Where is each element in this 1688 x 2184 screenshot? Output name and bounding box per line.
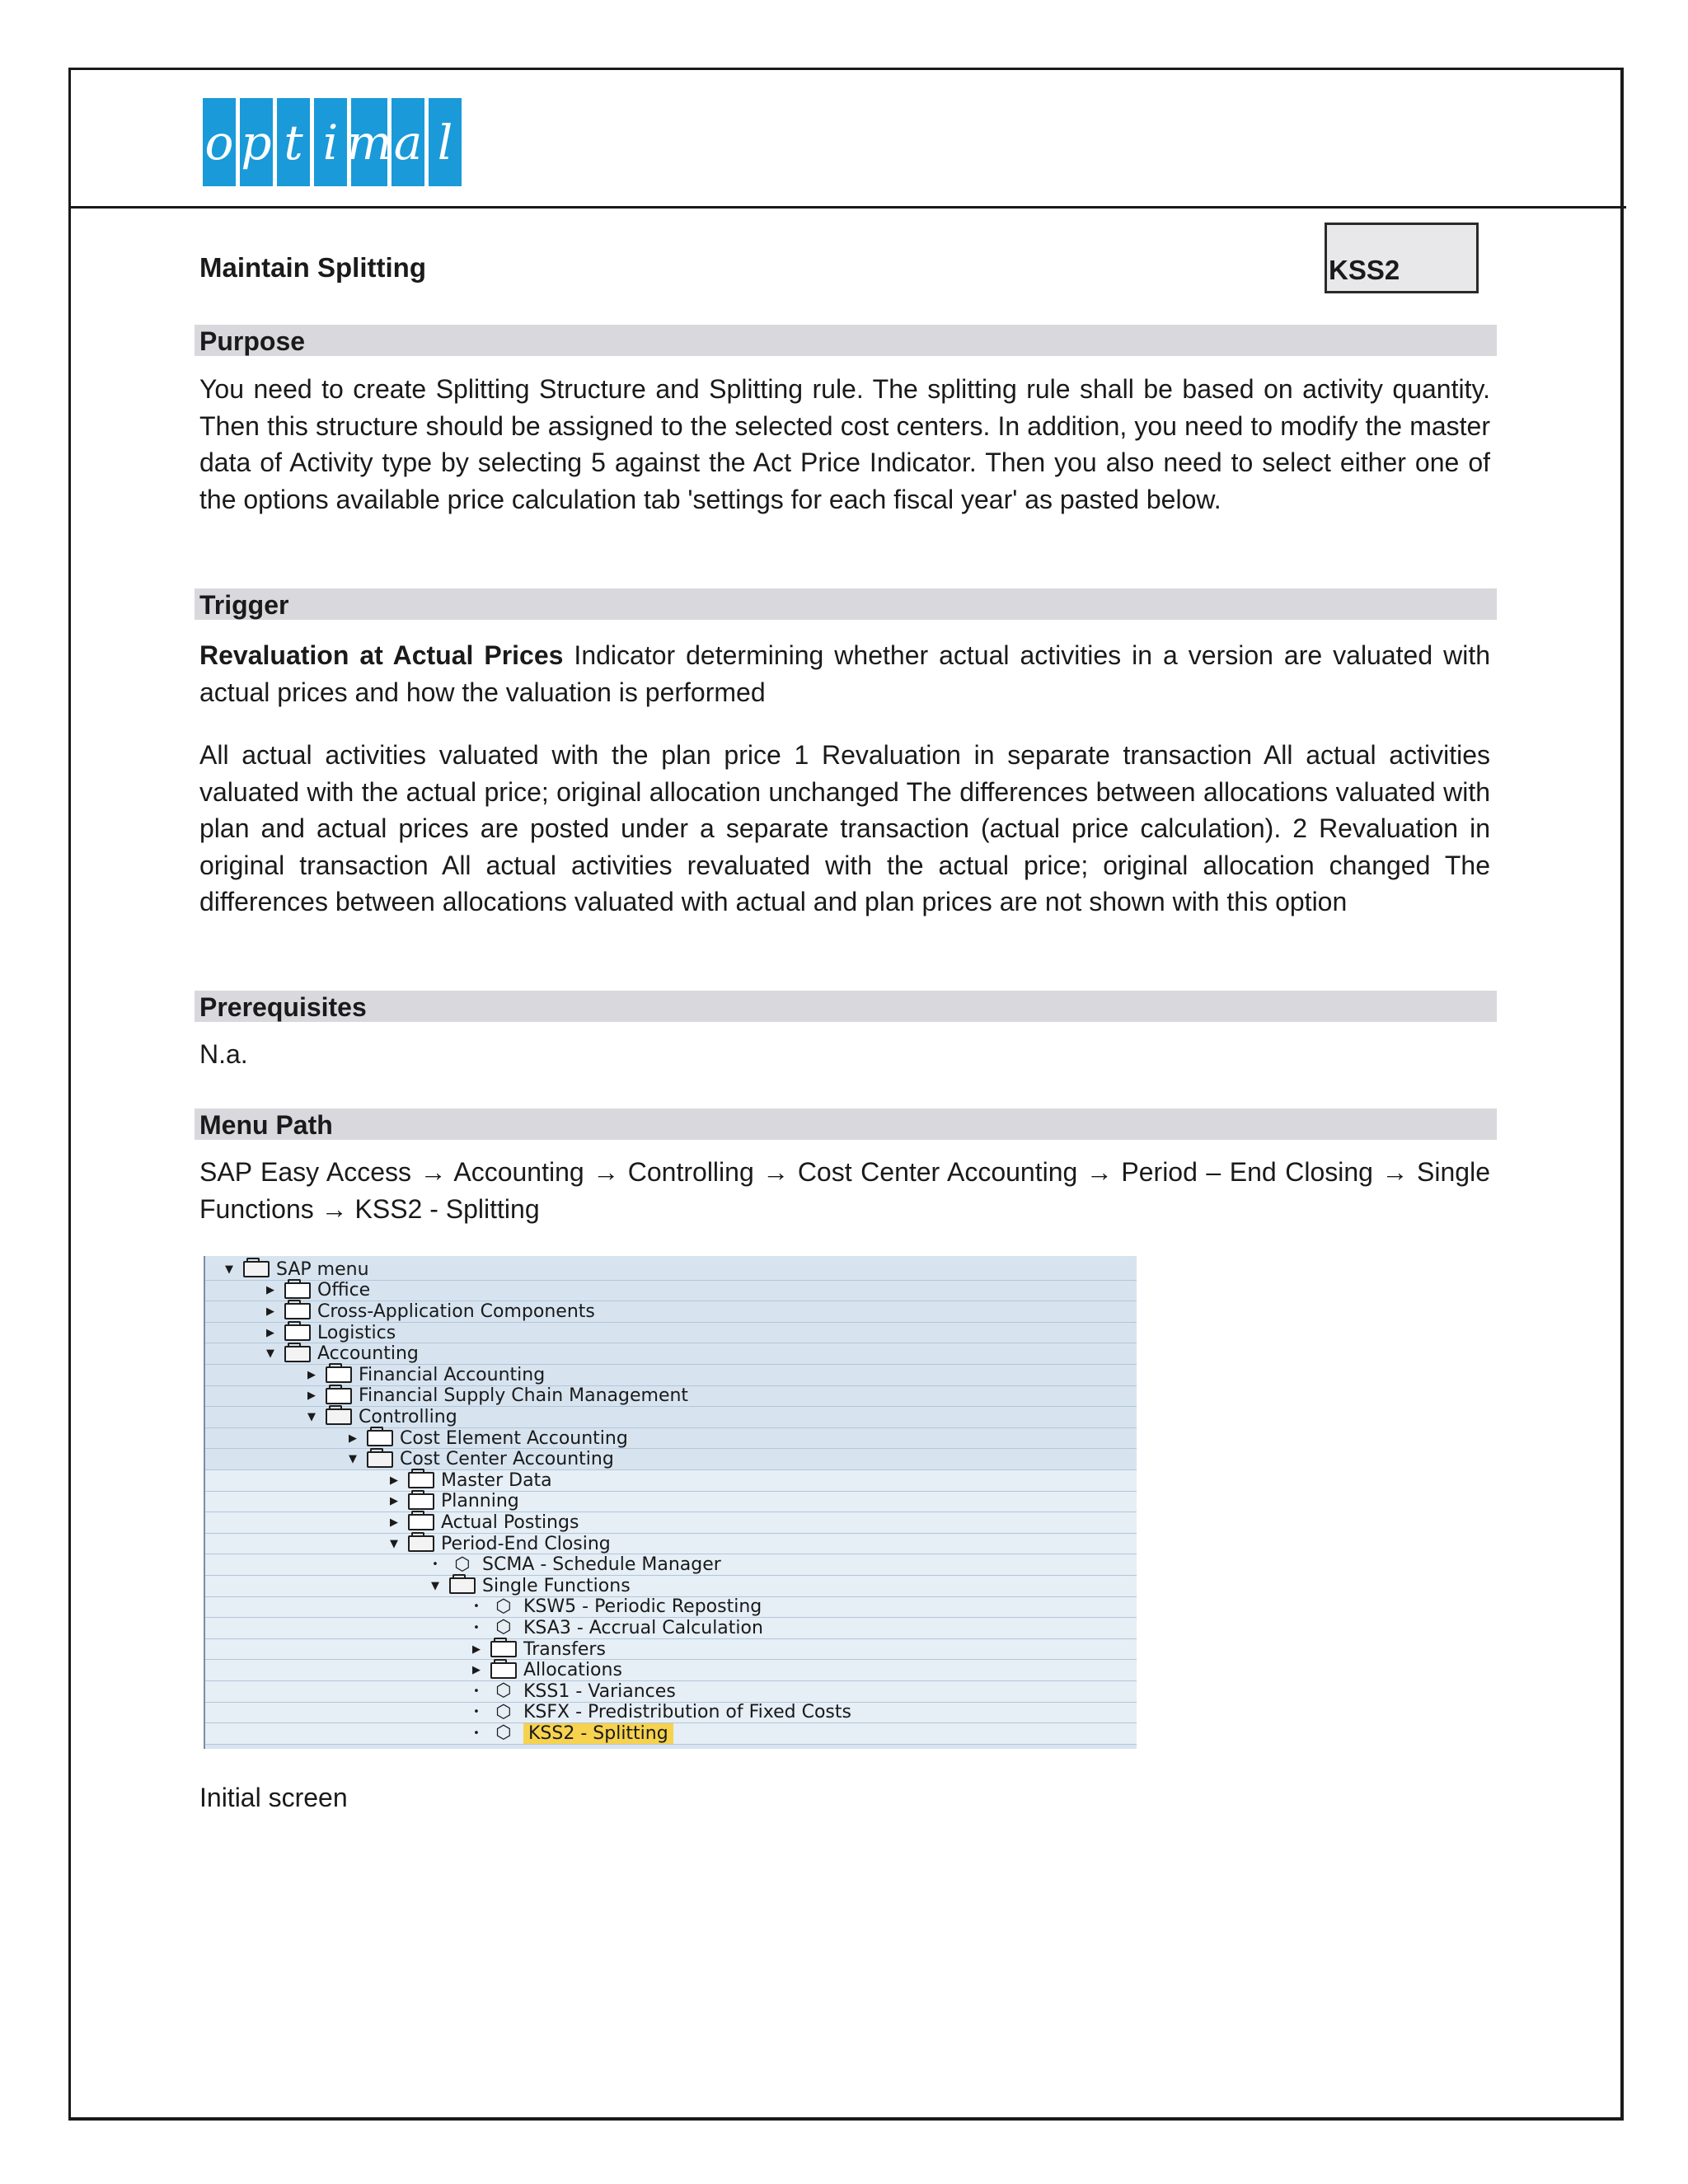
- folder-icon: [284, 1303, 311, 1319]
- transaction-cube-icon: ⬡: [495, 1596, 512, 1617]
- tree-node-label: SCMA - Schedule Manager: [482, 1554, 721, 1576]
- tree-node[interactable]: [205, 1512, 1137, 1534]
- folder-icon: [367, 1430, 393, 1446]
- tree-node-label: Cost Element Accounting: [400, 1427, 628, 1449]
- trigger-bold-lead: Revaluation at Actual Prices: [199, 640, 564, 670]
- collapsed-arrow-icon[interactable]: ▶: [390, 1516, 398, 1529]
- tree-node[interactable]: [205, 1343, 1137, 1365]
- transaction-cube-icon: ⬡: [495, 1701, 512, 1722]
- tree-node-label: Office: [317, 1280, 371, 1301]
- transaction-cube-icon: ⬡: [495, 1722, 512, 1744]
- bullet-icon: •: [473, 1601, 480, 1614]
- header-divider: [68, 206, 1626, 209]
- logo-letter: m: [351, 98, 387, 186]
- tree-node[interactable]: [205, 1281, 1137, 1302]
- open-folder-icon: [449, 1577, 476, 1594]
- section-heading: Prerequisites: [199, 992, 367, 1022]
- tree-node-label: Financial Supply Chain Management: [359, 1385, 689, 1407]
- folder-icon: [408, 1514, 434, 1530]
- tree-node-label: KSW5 - Periodic Reposting: [523, 1596, 762, 1618]
- expanded-arrow-icon[interactable]: ▼: [431, 1579, 439, 1592]
- tree-node[interactable]: [205, 1534, 1137, 1555]
- tree-node-label: KSA3 - Accrual Calculation: [523, 1617, 763, 1638]
- tree-node-label: Controlling: [359, 1406, 457, 1427]
- open-folder-icon: [367, 1451, 393, 1468]
- logo-letter: l: [429, 98, 462, 186]
- folder-icon: [490, 1641, 517, 1657]
- bullet-icon: •: [473, 1685, 480, 1698]
- expanded-arrow-icon[interactable]: ▼: [390, 1537, 398, 1550]
- folder-icon: [490, 1662, 517, 1679]
- tree-node[interactable]: [205, 1660, 1137, 1681]
- tree-node-label: Master Data: [441, 1469, 552, 1491]
- tree-node-label: Actual Postings: [441, 1511, 579, 1533]
- tree-node[interactable]: [205, 1301, 1137, 1323]
- open-folder-icon: [326, 1408, 352, 1425]
- collapsed-arrow-icon[interactable]: ▶: [390, 1495, 398, 1508]
- folder-icon: [284, 1282, 311, 1299]
- collapsed-arrow-icon[interactable]: ▶: [390, 1474, 398, 1487]
- tree-node-label: Accounting: [317, 1343, 419, 1365]
- tree-node[interactable]: [205, 1681, 1137, 1703]
- purpose-text: You need to create Splitting Structure and Splitting rule. The splitting rule shall be based on activity quantity. Then this structure should be assigned to the selected cost centers. In addition, you need to modify the master data of Activity type by selecting 5 against the Act Price Indicator. Then you also need to select either one of the options available price calculation tab 'settings for each fiscal year' as pasted below.: [199, 374, 1490, 514]
- section-heading: Trigger: [199, 590, 289, 620]
- collapsed-arrow-icon[interactable]: ▶: [472, 1664, 481, 1677]
- tree-node-label: Planning: [441, 1491, 519, 1512]
- company-logo: [203, 98, 462, 186]
- open-folder-icon: [243, 1261, 270, 1277]
- tree-node[interactable]: [205, 1639, 1137, 1661]
- tree-node[interactable]: [205, 1386, 1137, 1408]
- section-header-trigger: [195, 588, 1497, 620]
- tree-node[interactable]: [205, 1723, 1137, 1745]
- trigger-description: Indicator determining whether actual activities in a version are valuated with actual prices and how the valuation is performed: [199, 640, 1491, 707]
- tree-node[interactable]: [205, 1618, 1137, 1639]
- tree-node-label: Transfers: [523, 1638, 606, 1660]
- tree-node-label: Cost Center Accounting: [400, 1449, 614, 1470]
- expanded-arrow-icon[interactable]: ▼: [225, 1263, 233, 1276]
- section-header-prerequisites: [195, 991, 1497, 1022]
- open-folder-icon: [408, 1535, 434, 1552]
- bullet-icon: •: [473, 1621, 480, 1634]
- trigger-options-text: All actual activities valuated with the plan price 1 Revaluation in separate transaction All actual activities valuated with the actual price; original allocation unchanged The differences between allocations valuated with plan and actual prices are posted under a separate transaction (actual price calculation). 2 Revaluation in original transaction All actual activities revaluated with the actual price; original allocation changed The differences between allocations valuated with actual and plan prices are not shown with this option: [199, 740, 1490, 916]
- expanded-arrow-icon[interactable]: ▼: [266, 1347, 274, 1361]
- tree-node[interactable]: [205, 1597, 1137, 1619]
- expanded-arrow-icon[interactable]: ▼: [349, 1453, 357, 1466]
- folder-icon: [408, 1472, 434, 1488]
- logo-letter: a: [392, 98, 424, 186]
- tree-node[interactable]: [205, 1492, 1137, 1513]
- logo-letter: p: [240, 98, 273, 186]
- logo-letter: t: [277, 98, 310, 186]
- section-header-purpose: [195, 325, 1497, 356]
- transaction-cube-icon: ⬡: [495, 1617, 512, 1638]
- open-folder-icon: [284, 1346, 311, 1362]
- tree-node[interactable]: [205, 1259, 1137, 1281]
- tree-node[interactable]: [205, 1449, 1137, 1470]
- tree-node[interactable]: [205, 1554, 1137, 1576]
- bullet-icon: •: [473, 1706, 480, 1719]
- tree-node-label: Allocations: [523, 1660, 622, 1681]
- document-title: Maintain Splitting: [199, 252, 426, 283]
- logo-letter: i: [314, 98, 347, 186]
- tree-node[interactable]: [205, 1323, 1137, 1344]
- bullet-icon: •: [473, 1727, 480, 1740]
- transaction-cube-icon: ⬡: [454, 1554, 471, 1575]
- section-heading: Purpose: [199, 326, 306, 356]
- collapsed-arrow-icon[interactable]: ▶: [266, 1284, 274, 1297]
- collapsed-arrow-icon[interactable]: ▶: [266, 1326, 274, 1339]
- collapsed-arrow-icon[interactable]: ▶: [472, 1643, 481, 1656]
- screen-caption: Initial screen: [199, 1783, 348, 1812]
- tree-node-label: Single Functions: [482, 1575, 631, 1596]
- section-header-menu-path: [195, 1108, 1497, 1140]
- collapsed-arrow-icon[interactable]: ▶: [349, 1432, 357, 1445]
- tree-node-label: KSFX - Predistribution of Fixed Costs: [523, 1702, 851, 1723]
- tree-node-label: SAP menu: [276, 1258, 369, 1280]
- expanded-arrow-icon[interactable]: ▼: [307, 1410, 316, 1423]
- sap-menu-tree-screenshot: [204, 1256, 1137, 1749]
- tree-node-label: Logistics: [317, 1322, 396, 1343]
- folder-icon: [408, 1493, 434, 1510]
- collapsed-arrow-icon[interactable]: ▶: [266, 1305, 274, 1318]
- tcode-box: KSS2: [1325, 223, 1479, 293]
- transaction-cube-icon: ⬡: [495, 1680, 512, 1702]
- tree-node[interactable]: [205, 1576, 1137, 1597]
- section-heading: Menu Path: [199, 1110, 333, 1140]
- collapsed-arrow-icon[interactable]: ▶: [307, 1368, 316, 1381]
- tree-node-label: Cross-Application Components: [317, 1301, 595, 1322]
- tree-node-label: Financial Accounting: [359, 1364, 546, 1385]
- menu-path-text: SAP Easy Access → Accounting → Controlling → Cost Center Accounting → Period – End Closing → Single Functions → KSS2 - Splitting: [199, 1157, 1490, 1224]
- trigger-text: [199, 637, 1490, 710]
- tree-node[interactable]: [205, 1703, 1137, 1724]
- tree-node-label: Period-End Closing: [441, 1533, 611, 1554]
- folder-icon: [326, 1366, 352, 1383]
- tree-node[interactable]: [205, 1407, 1137, 1428]
- logo-letter: o: [203, 98, 236, 186]
- tree-node-label: KSS1 - Variances: [523, 1680, 676, 1702]
- tree-node[interactable]: [205, 1470, 1137, 1492]
- folder-icon: [326, 1388, 352, 1404]
- collapsed-arrow-icon[interactable]: ▶: [307, 1390, 316, 1403]
- folder-icon: [284, 1324, 311, 1341]
- tree-node-label-selected: KSS2 - Splitting: [523, 1723, 673, 1744]
- tree-node[interactable]: [205, 1428, 1137, 1450]
- prerequisites-text: N.a.: [199, 1039, 248, 1069]
- tree-node[interactable]: [205, 1365, 1137, 1386]
- bullet-icon: •: [432, 1558, 438, 1572]
